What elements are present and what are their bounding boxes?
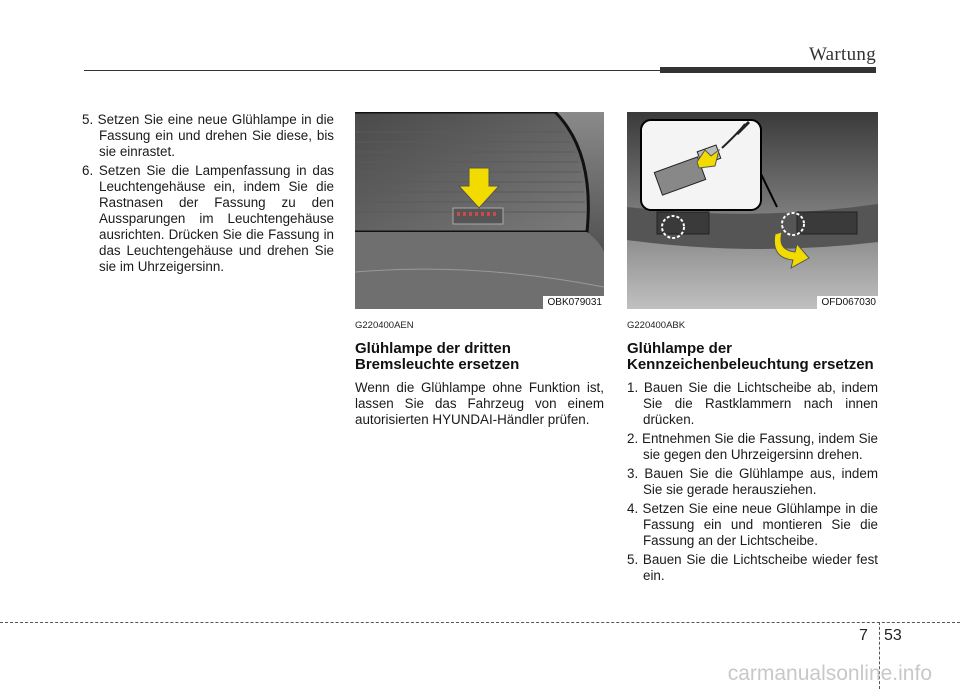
header-bar: [660, 67, 876, 73]
step-item: 2. Entnehmen Sie die Fassung, indem Sie sie gegen den Uhrzeigersinn drehen.: [627, 431, 878, 462]
page-number: 53: [884, 627, 902, 644]
chapter-number: 7: [859, 627, 868, 644]
image-code: OFD067030: [817, 296, 878, 309]
brake-light-photo: [355, 112, 604, 309]
bulb-steps-continued: [82, 112, 334, 275]
column-right: [627, 112, 878, 587]
footer-rule: [0, 622, 960, 623]
header-rule: [84, 70, 660, 71]
step-item: 5. Bauen Sie die Lichtscheibe wieder fest ein.: [627, 552, 878, 583]
section-code: G220400AEN: [355, 320, 414, 331]
section-title: Glühlampe der dritten Bremsleuchte ersetzen: [355, 340, 520, 373]
step-item: 1. Bauen Sie die Lichtscheibe ab, indem Sie die Rastklammern nach innen drücken.: [627, 380, 878, 427]
section-code: G220400ABK: [627, 320, 686, 331]
license-light-photo: [627, 112, 878, 309]
license-light-steps: [627, 380, 878, 584]
step-item: 5. Setzen Sie eine neue Glühlampe in die Fassung ein und drehen Sie diese, bis sie einrastet.: [82, 112, 334, 159]
step-item: 4. Setzen Sie eine neue Glühlampe in die Fassung ein und montieren Sie die Fassung an der Lichtscheibe.: [627, 501, 878, 548]
watermark-text: carmanualsonline.info: [727, 662, 932, 685]
section-body: Wenn die Glühlampe ohne Funktion ist, lassen Sie das Fahrzeug von einem autorisierten HYUNDAI-Händler prüfen.: [355, 380, 604, 427]
chapter-title: Wartung: [808, 44, 876, 65]
column-middle: [355, 112, 604, 428]
step-item: 3. Bauen Sie die Glühlampe aus, indem Sie sie gerade herausziehen.: [627, 466, 878, 497]
step-item: 6. Setzen Sie die Lampenfassung in das Leuchtengehäuse ein, indem Sie die Rastnasen der Fassung zu den Aussparungen im Leuchtengehäuse ausrichten. Drücken Sie die Fassung in das Leuchtengehäuse und drehen Sie sie im Uhrzeigersinn.: [82, 163, 334, 274]
trunk-lid-illustration: [627, 112, 878, 309]
rear-window-illustration: [355, 112, 604, 309]
watermark: [0, 662, 960, 686]
image-code: OBK079031: [543, 296, 605, 309]
section-title: Glühlampe der Kennzeichenbeleuchtung ersetzen: [627, 340, 874, 373]
column-left: [82, 112, 334, 278]
